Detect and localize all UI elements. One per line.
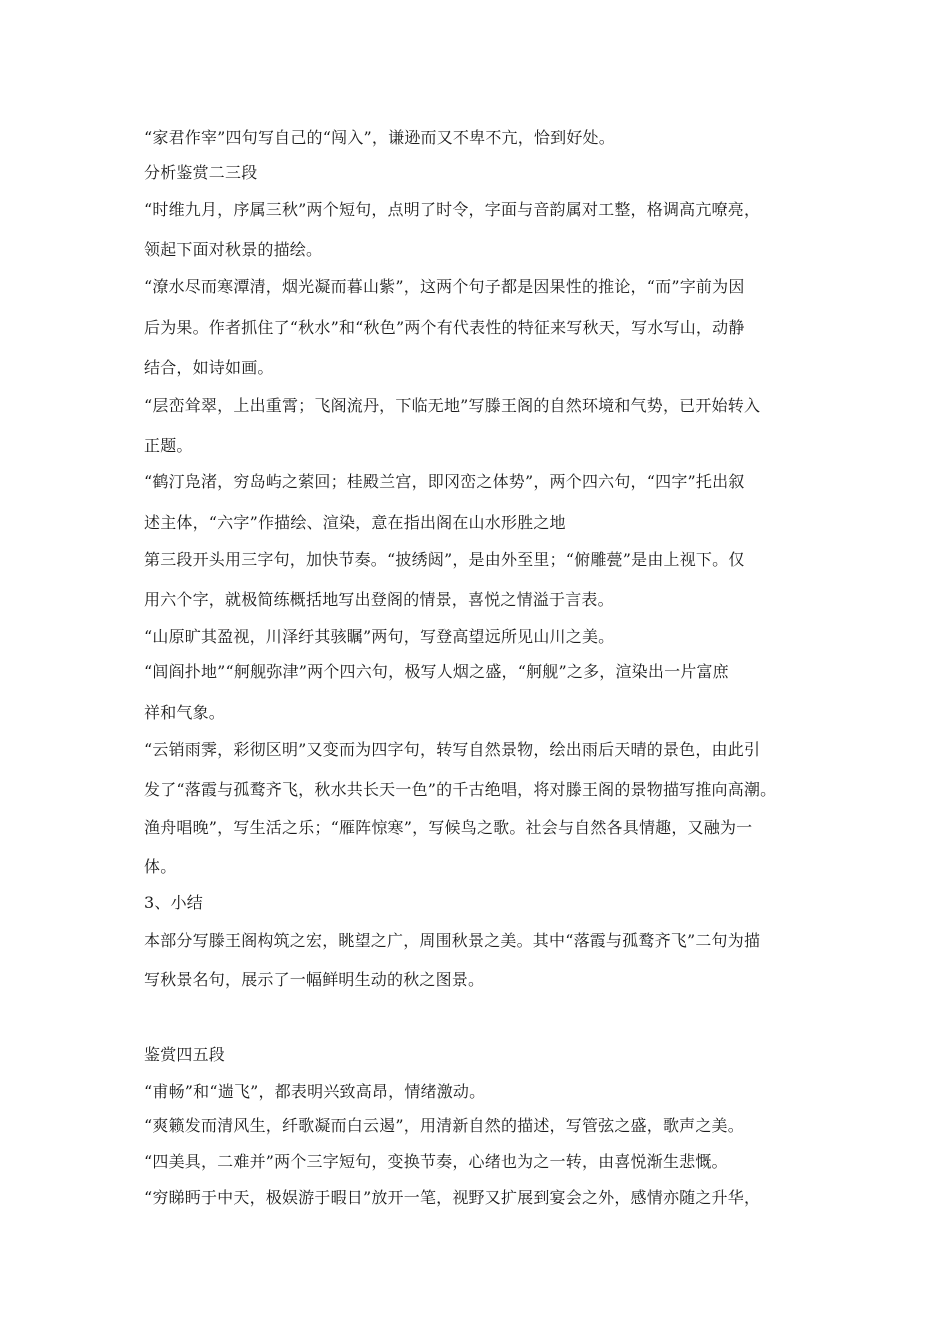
text-line: 本部分写滕王阁构筑之宏，眺望之广，周围秋景之美。其中“落霞与孤鹜齐飞”二句为描 [144, 931, 761, 950]
text-line: 第三段开头用三字句，加快节奏。“披绣闼”，是由外至里；“俯雕甍”是由上视下。仅 [144, 550, 745, 569]
text-line: “鹤汀凫渚，穷岛屿之萦回；桂殿兰宫，即冈峦之体势”，两个四六句，“四字”托出叙 [144, 472, 745, 491]
section-heading: 3、小结 [144, 893, 203, 912]
text-line: 结合，如诗如画。 [144, 358, 274, 377]
text-line: 用六个字，就极简练概括地写出登阁的情景，喜悦之情溢于言表。 [144, 590, 614, 609]
text-line: 正题。 [144, 436, 193, 455]
section-heading: 鉴赏四五段 [144, 1045, 226, 1064]
text-line: “四美具，二难并”两个三字短句，变换节奏，心绪也为之一转，由喜悦渐生悲慨。 [144, 1152, 728, 1171]
text-line: “云销雨霁，彩彻区明”又变而为四字句，转写自然景物，绘出雨后天晴的景色，由此引 [144, 740, 761, 759]
text-line: 渔舟唱晚”，写生活之乐；“雁阵惊寒”，写候鸟之歌。社会与自然各具情趣，又融为一 [144, 818, 753, 837]
text-line: “闾阎扑地”“舸舰弥津”两个四六句，极写人烟之盛，“舸舰”之多，渲染出一片富庶 [144, 662, 729, 681]
text-line: “爽籁发而清风生，纤歌凝而白云遏”，用清新自然的描述，写管弦之盛，歌声之美。 [144, 1116, 744, 1135]
text-line: 领起下面对秋景的描绘。 [144, 240, 323, 259]
text-line: “家君作宰”四句写自己的“闯入”，谦逊而又不卑不亢，恰到好处。 [144, 128, 615, 147]
text-line: 体。 [144, 857, 177, 876]
text-line: “时维九月，序属三秋”两个短句，点明了时令，字面与音韵属对工整，格调高亢嘹亮， [144, 200, 761, 219]
text-line: 写秋景名句，展示了一幅鲜明生动的秋之图景。 [144, 970, 485, 989]
text-line: 后为果。作者抓住了“秋水”和“秋色”两个有代表性的特征来写秋天，写水写山，动静 [144, 318, 745, 337]
text-line: “穷睇眄于中天，极娱游于暇日”放开一笔，视野又扩展到宴会之外，感情亦随之升华， [144, 1188, 761, 1207]
text-line: 发了“落霞与孤鹜齐飞，秋水共长天一色”的千古绝唱，将对滕王阁的景物描写推向高潮。 [144, 780, 777, 799]
text-line: 祥和气象。 [144, 703, 226, 722]
text-line: 述主体，“六字”作描绘、渲染，意在指出阁在山水形胜之地 [144, 513, 566, 532]
text-line: “山原旷其盈视，川泽纡其骇瞩”两句，写登高望远所见山川之美。 [144, 627, 615, 646]
text-line: “甫畅”和“遄飞”，都表明兴致高昂，情绪激动。 [144, 1082, 486, 1101]
section-heading: 分析鉴赏二三段 [144, 163, 258, 182]
text-line: “层峦耸翠，上出重霄；飞阁流丹，下临无地”写滕王阁的自然环境和气势，已开始转入 [144, 396, 761, 415]
text-line: “潦水尽而寒潭清，烟光凝而暮山紫”，这两个句子都是因果性的推论，“而”字前为因 [144, 277, 745, 296]
